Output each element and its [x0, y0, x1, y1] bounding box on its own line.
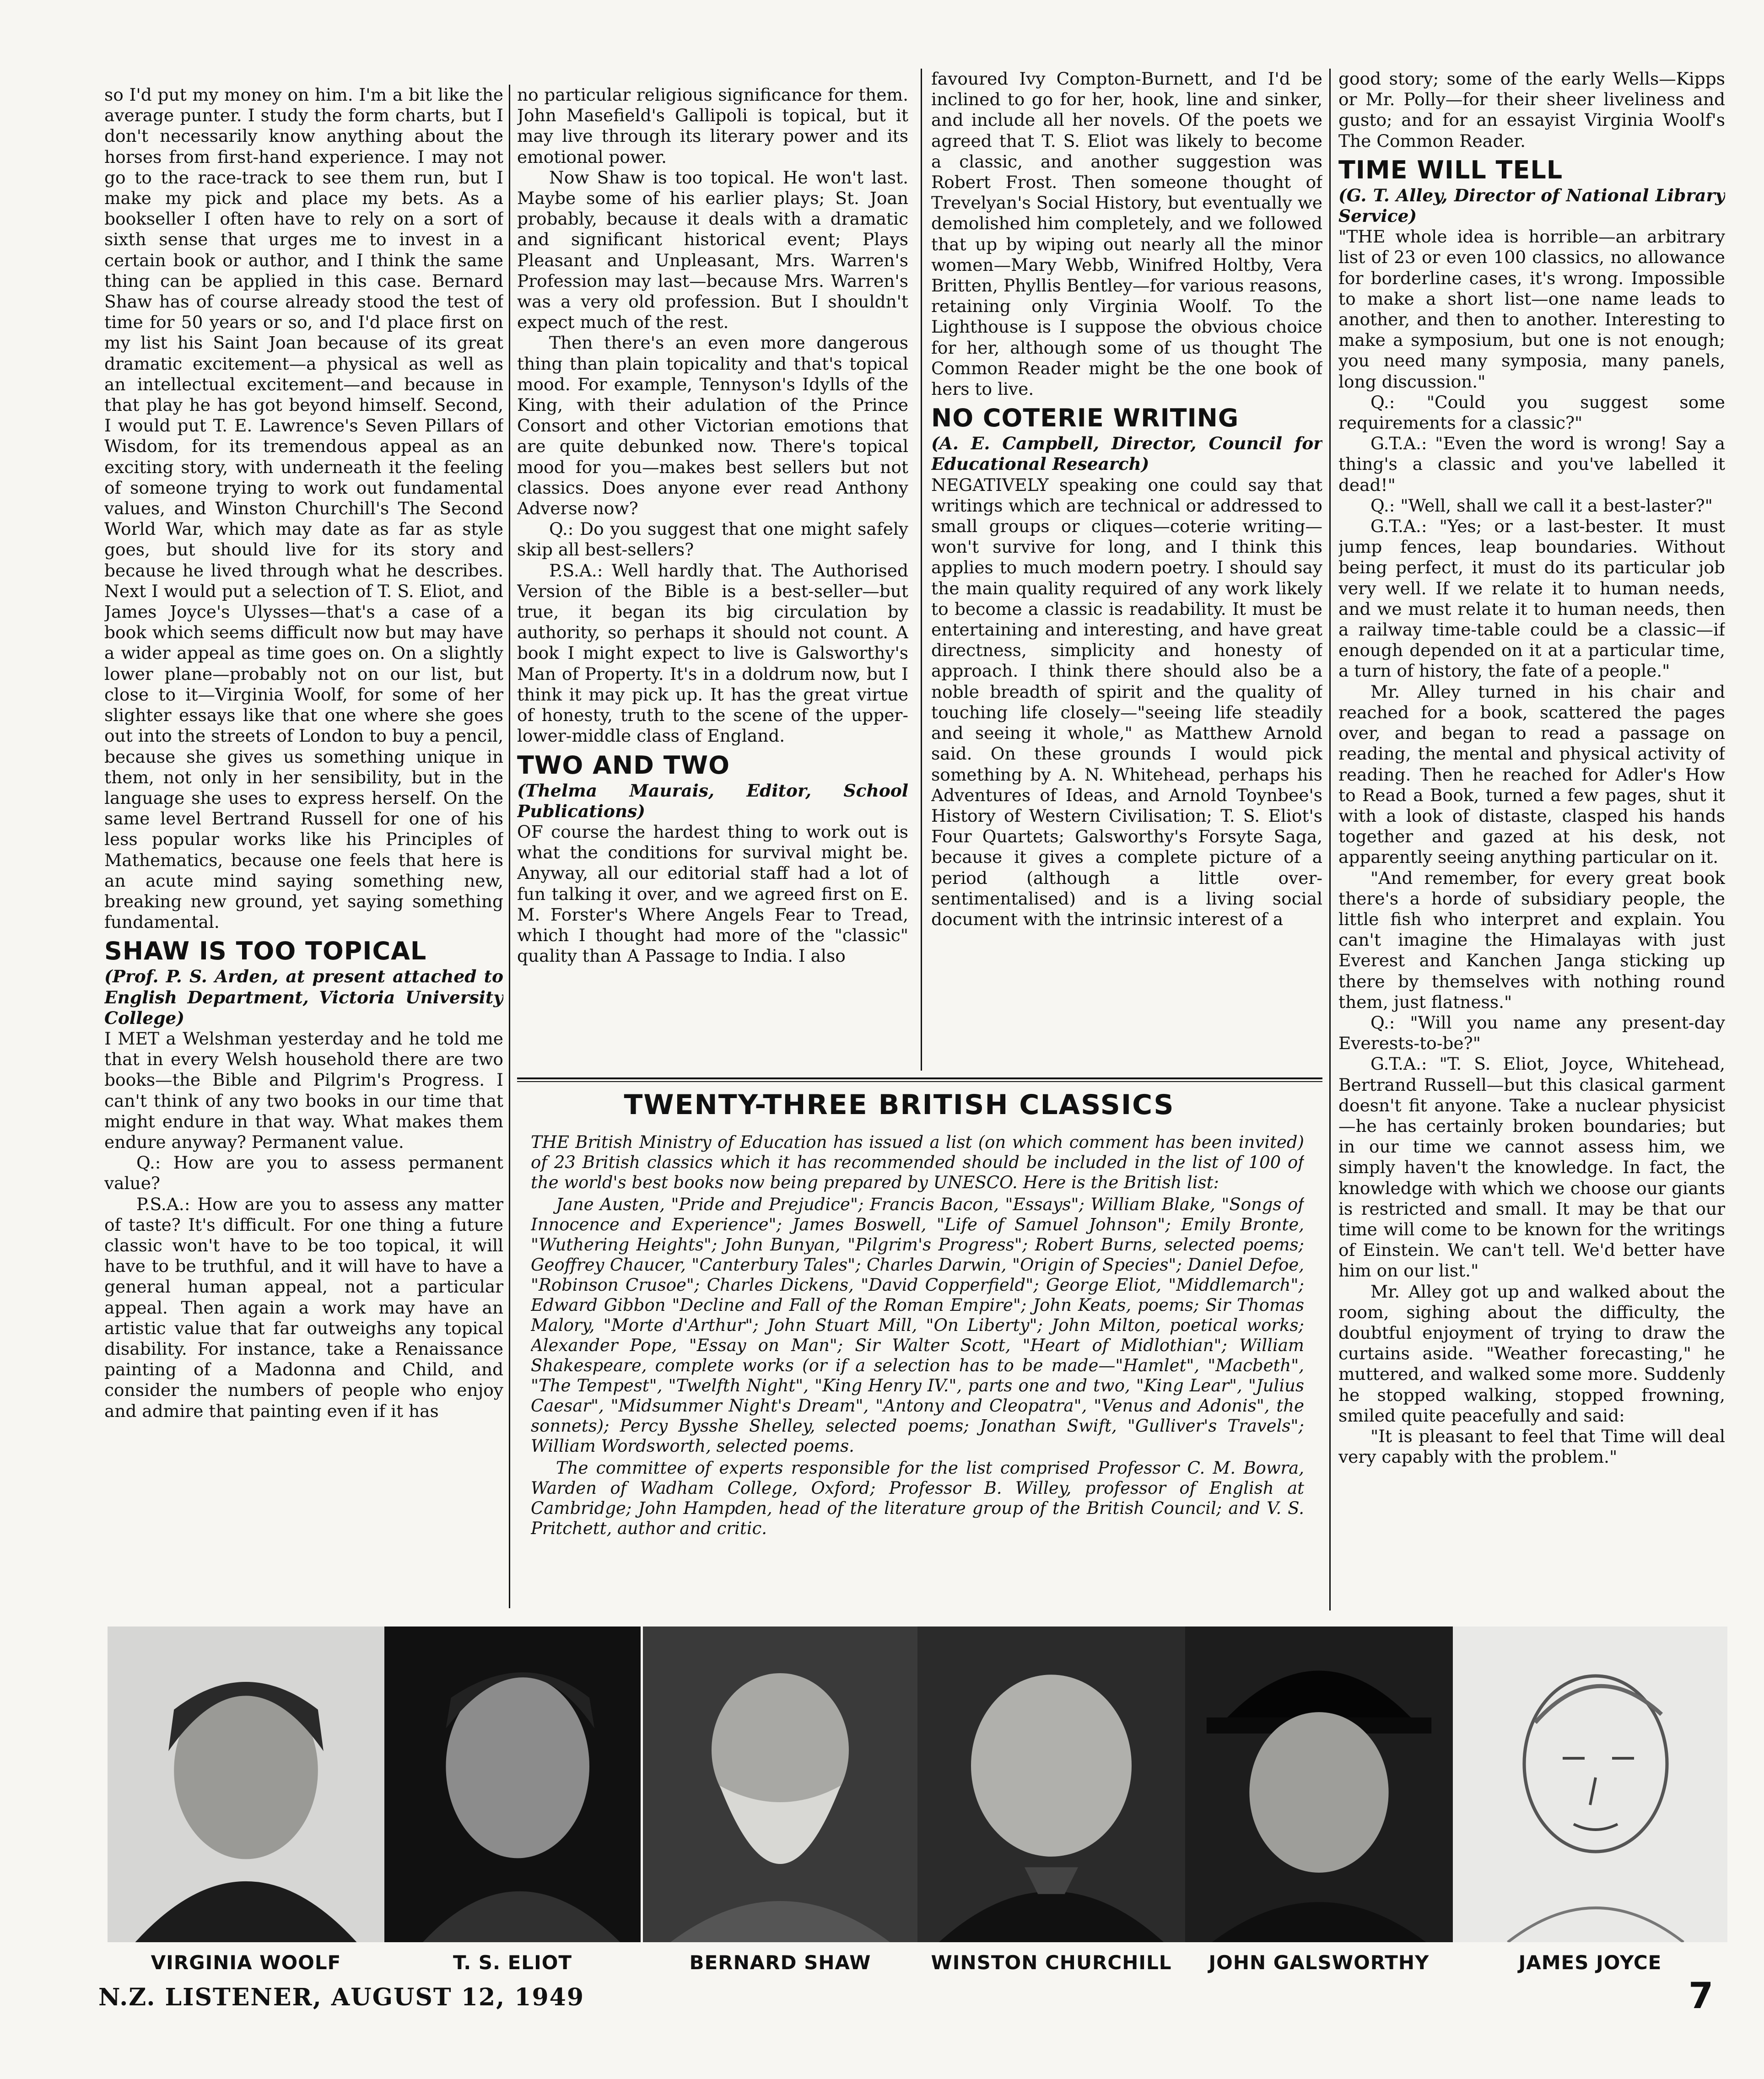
- photo-virginia-woolf: [108, 1627, 384, 1942]
- box-title: TWENTY-THREE BRITISH CLASSICS: [624, 1089, 1175, 1121]
- byline-campbell: (A. E. Campbell, Director, Council for Educational Research): [931, 433, 1322, 474]
- col4-paragraph-3: Q.: "Could you suggest some requirements for a classic?": [1338, 392, 1725, 433]
- caption-winston-churchill: WINSTON CHURCHILL: [931, 1951, 1172, 1974]
- column-3: [931, 69, 1322, 1064]
- photo-winston-churchill: [917, 1627, 1185, 1942]
- caption-virginia-woolf: VIRGINIA WOOLF: [151, 1951, 341, 1974]
- heading-no-coterie-writing: NO COTERIE WRITING: [931, 404, 1239, 433]
- col2-paragraph-5: P.S.A.: Well hardly that. The Authorised Version of the Bible is a best-seller—but true, it began its big circulation by authority, so perhaps it should not count. A book I might expect to live is Galsworthy's Man of Property. It's in a doldrum now, but I think it may pick up. It has the great virtue of honesty, truth to the scene of the upper-lower-middle class of England.: [517, 560, 908, 746]
- col4-paragraph-9: Q.: "Will you name any present-day Everests-to-be?": [1338, 1012, 1725, 1054]
- column-rule-3: [1329, 69, 1331, 1610]
- col4-paragraph-4: G.T.A.: "Even the word is wrong! Say a thing's a classic and you've labelled it dead!": [1338, 433, 1725, 495]
- publication-footer: N.Z. LISTENER, AUGUST 12, 1949: [98, 1983, 585, 2011]
- col2-paragraph-1: no particular religious significance for them. John Masefield's Gallipoli is topical, but it may live through its literary power and its emotional power.: [517, 85, 908, 167]
- col4-paragraph-10: G.T.A.: "T. S. Eliot, Joyce, Whitehead, Bertrand Russell—but this clasical garment doesn't fit anyone. Take a nuclear physicist—he has certainly broken boundaries; but in our time we cannot assess him, we simply haven't the knowledge. In fact, the knowledge with which we choose our giants is restricted and small. It may be that our time will come to be known for the writings of Einstein. We can't tell. We'd better have him on our list.": [1338, 1054, 1725, 1281]
- caption-bernard-shaw: BERNARD SHAW: [689, 1951, 871, 1974]
- caption-ts-eliot: T. S. ELIOT: [453, 1951, 572, 1974]
- byline-alley: (G. T. Alley, Director of National Library Service): [1338, 185, 1725, 226]
- box-top-rule-2: [517, 1081, 1322, 1082]
- box-paragraph-2: Jane Austen, "Pride and Prejudice"; Francis Bacon, "Essays"; William Blake, "Songs of Innocence and Experience"; James Boswell, "Life of Samuel Johnson"; Emily Bronte, "Wuthering Heights"; John Bunyan, "Pilgrim's Progress"; Robert Burns, selected poems; Geoffrey Chaucer, "Canterbury Tales"; Charles Darwin, "Origin of Species"; Daniel Defoe, "Robinson Crusoe"; Charles Dickens, "David Copperfield"; George Eliot, "Middlemarch"; Edward Gibbon "Decline and Fall of the Roman Empire"; John Keats, poems; Sir Thomas Malory, "Morte d'Arthur"; John Stuart Mill, "On Liberty"; John Milton, poetical works; Alexander Pope, "Essay on Man"; Sir Walter Scott, "Heart of Midlothian"; William Shakespeare, complete works (or if a selection has to be made—"Hamlet", "Macbeth", "The Tempest", "Twelfth Night", "King Henry IV.", parts one and two, "King Lear", "Julius Caesar", "Midsummer Night's Dream", "Antony and Cleopatra", "Venus and Adonis", the sonnets); Percy Bysshe Shelley, selected poems; Jonathan Swift, "Gulliver's Travels"; William Wordsworth, selected poems.: [531, 1195, 1304, 1456]
- col4-paragraph-12: "It is pleasant to feel that Time will deal very capably with the problem.": [1338, 1426, 1725, 1467]
- caption-james-joyce: JAMES JOYCE: [1518, 1951, 1662, 1974]
- box-paragraph-3: The committee of experts responsible for the list comprised Professor C. M. Bowra, Warden of Wadham College, Oxford; Professor B. Willey, professor of English at Cambridge; John Hampden, head of the literature group of the British Council; and V. S. Pritchett, author and critic.: [531, 1458, 1304, 1538]
- col4-paragraph-7: Mr. Alley turned in his chair and reached for a book, scattered the pages over, and began to read a passage on reading, the mental and physical activity of reading. Then he reached for Adler's How to Read a Book, turned a few pages, shut it with a look of distaste, clasped his hands together and gazed at his desk, not apparently seeing anything particular on it.: [1338, 681, 1725, 867]
- col4-paragraph-2: "THE whole idea is horrible—an arbitrary list of 23 or even 100 classics, no allowance for borderline cases, it's wrong. Impossible to make a short list—one name leads to another, and then to another. Interesting to make a symposium, but one is not enough; you need many symposia, many panels, long discussion.": [1338, 226, 1725, 392]
- col2-paragraph-2: Now Shaw is too topical. He won't last. Maybe some of his earlier plays; St. Joan probably, because it deals with a dramatic and significant historical event; Plays Pleasant and Unpleasant, Mrs. Warren's Profession may last—because Mrs. Warren's was a very old profession. But I shouldn't expect much of the rest.: [517, 167, 908, 333]
- box-body: [531, 1132, 1304, 1613]
- col4-paragraph-6: G.T.A.: "Yes; or a last-bester. It must jump fences, leap boundaries. Without being perfect, it must do its particular job very well. If we relate it to human needs, and we must relate it to human needs, then a railway time-table could be a classic—if enough depended on it at a particular time, a turn of history, the fate of a people.": [1338, 516, 1725, 681]
- col3-paragraph-1: favoured Ivy Compton-Burnett, and I'd be inclined to go for her, hook, line and sinker, and include all her novels. Of the poets we agreed that T. S. Eliot was likely to become a classic, and another suggestion was Robert Frost. Then someone thought of Trevelyan's Social History, but eventually we demolished him completely, and we followed that up by wiping out nearly all the minor women—Mary Webb, Winifred Holtby, Vera Britten, Phyllis Bentley—for various reasons, retaining only Virginia Woolf. To the Lighthouse is I suppose the obvious choice for her, although some of us thought The Common Reader might be the one book of hers to live.: [931, 69, 1322, 399]
- col2-paragraph-3: Then there's an even more dangerous thing than plain topicality and that's topical mood. For example, Tennyson's Idylls of the King, with their adulation of the Prince Consort and other Victorian emotions that are quite debunked now. There's topical mood for you—makes best sellers but not classics. Does anyone ever read Anthony Adverse now?: [517, 333, 908, 519]
- col4-paragraph-1: good story; some of the early Wells—Kipps or Mr. Polly—for their sheer liveliness and gusto; and for an essayist Virginia Woolf's The Common Reader.: [1338, 69, 1725, 151]
- column-rule-1: [509, 85, 510, 1608]
- col2-paragraph-4: Q.: Do you suggest that one might safely skip all best-sellers?: [517, 519, 908, 560]
- byline-maurais: (Thelma Maurais, Editor, School Publications): [517, 780, 908, 821]
- byline-arden: (Prof. P. S. Arden, at present attached to English Department, Victoria University College): [104, 966, 503, 1028]
- box-paragraph-1: THE British Ministry of Education has issued a list (on which comment has been invited) of 23 British classics which it has recommended should be included in the list of 100 of the world's best books now being prepared by UNESCO. Here is the British list:: [531, 1132, 1304, 1192]
- col4-paragraph-11: Mr. Alley got up and walked about the room, sighing about the difficulty, the doubtful enjoyment of trying to draw the curtains aside. "Weather forecasting," he muttered, and walked some more. Suddenly he stopped walking, stopped frowning, smiled quite peacefully and said:: [1338, 1281, 1725, 1426]
- col1-paragraph-1: so I'd put my money on him. I'm a bit like the average punter. I study the form charts, but I don't necessarily know anything about the horses from first-hand experience. I may not go to the race-track to see them run, but I make my pick and place my bets. As a bookseller I often have to rely on a sort of sixth sense that urges me to invest in a certain book or author, and I think the same thing can be applied in this case. Bernard Shaw has of course already stood the test of time for 50 years or so, and I'd place first on my list his Saint Joan because of its great dramatic excitement—a physical as well as an intellectual excitement—and because in that play he has got beyond himself. Second, I would put T. E. Lawrence's Seven Pillars of Wisdom, for its tremendous appeal as an exciting story, with underneath it the feeling of someone trying to work out fundamental values, and Winston Churchill's The Second World War, which may date as far as style goes, but should live for its story and because he lived through what he describes. Next I would put a selection of T. S. Eliot, and James Joyce's Ulysses—that's a case of a book which seems difficult now but may have a wider appeal as time goes on. On a slightly lower plane—probably not on our list, but close to it—Virginia Woolf, for some of her slighter essays like that one where she goes out into the streets of London to buy a pencil, because she gives us something unique in them, not only in her sensibility, but in the language she uses to express herself. On the same level Bertrand Russell for one of his less popular works like his Principles of Mathematics, because one feels that here is an acute mind saying something new, breaking new ground, yet saying something fundamental.: [104, 85, 503, 932]
- column-1: [104, 85, 503, 1608]
- col4-paragraph-8: "And remember, for every great book there's a horde of subsidiary people, the little fish who interpret and explain. You can't imagine the Himalayas with just Everest and Kanchen Janga sticking up there by themselves with nothing round them, just flatness.": [1338, 867, 1725, 1012]
- heading-shaw-is-too-topical: SHAW IS TOO TOPICAL: [104, 937, 427, 966]
- caption-john-galsworthy: JOHN GALSWORTHY: [1208, 1951, 1430, 1974]
- column-4: [1338, 69, 1725, 1610]
- box-top-rule: [517, 1077, 1322, 1079]
- col2-paragraph-6: OF course the hardest thing to work out is what the conditions for survival might be. Anyway, all our editorial staff had a lot of fun talking it over, and we agreed first on E. M. Forster's Where Angels Fear to Tread, which I thought had more of the "classic" quality than A Passage to India. I also: [517, 821, 908, 966]
- heading-time-will-tell: TIME WILL TELL: [1338, 155, 1563, 184]
- photo-bernard-shaw: [643, 1627, 917, 1942]
- col1-paragraph-4: P.S.A.: How are you to assess any matter of taste? It's difficult. For one thing a future classic won't have to be too topical, it will have to be truthful, and it will have to have a general human appeal, not a particular appeal. Then again a work may have an artistic value that far outweighs any topical disability. For instance, take a Renaissance painting of a Madonna and Child, and consider the numbers of people who enjoy and admire that painting even if it has: [104, 1194, 503, 1421]
- col1-paragraph-3: Q.: How are you to assess permanent value?: [104, 1153, 503, 1194]
- photo-james-joyce: [1453, 1627, 1727, 1942]
- column-rule-2: [921, 69, 922, 1071]
- col3-paragraph-2: NEGATIVELY speaking one could say that writings which are technical or addressed to small groups or cliques—coterie writing—won't survive for long, and I think this applies to much modern poetry. I should say the main quality required of any work likely to become a classic is readability. It must be entertaining and interesting, and have great directness, simplicity and honesty of approach. I think there should also be a noble breadth of spirit and the quality of touching life closely—"seeing life steadily and seeing it whole," as Matthew Arnold said. On these grounds I would pick something by A. N. Whitehead, perhaps his Adventures of Ideas, and Arnold Toynbee's History of Western Civilisation; T. S. Eliot's Four Quartets; Galsworthy's Forsyte Saga, because it gives a complete picture of a period (although a little over-sentimentalised) and is a living social document with the intrinsic interest of a: [931, 474, 1322, 929]
- photo-ts-eliot: [384, 1627, 641, 1942]
- heading-two-and-two: TWO AND TWO: [517, 750, 730, 780]
- col1-paragraph-2: I MET a Welshman yesterday and he told me that in every Welsh household there are two books—the Bible and Pilgrim's Progress. I can't think of any two books in our time that might endure in that way. What makes them endure anyway? Permanent value.: [104, 1028, 503, 1152]
- column-2: [517, 85, 908, 1064]
- page-number: 7: [1688, 1976, 1714, 2017]
- photo-john-galsworthy: [1185, 1627, 1453, 1942]
- col4-paragraph-5: Q.: "Well, shall we call it a best-laster?": [1370, 495, 1713, 516]
